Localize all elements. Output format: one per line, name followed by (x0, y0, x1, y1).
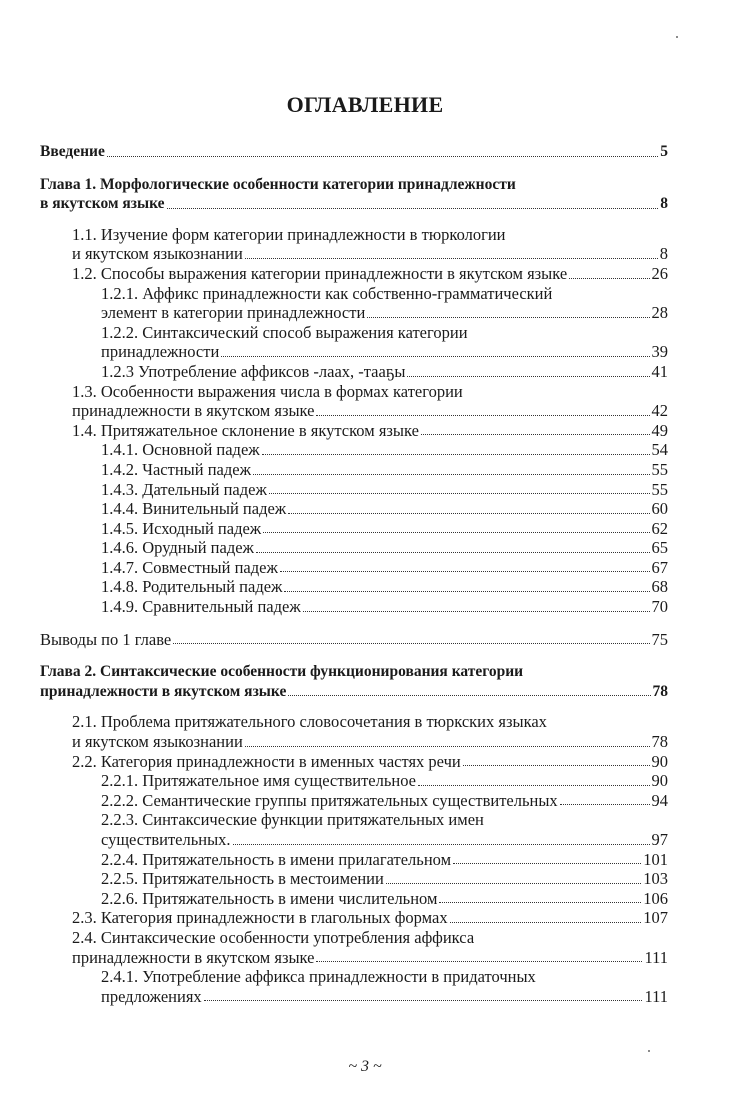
toc-entry-text: элемент в категории принадлежности (101, 303, 366, 323)
toc-page-number: 8 (660, 195, 668, 213)
toc-page-number: 106 (643, 888, 668, 908)
leader-dots (407, 376, 649, 377)
toc-entry-text: 2.2.1. Притяжательное имя существительное (101, 771, 416, 791)
toc-entry-text: 1.4.1. Основной падеж (101, 440, 260, 460)
toc-entry-text: 1.4.6. Орудный падеж (101, 538, 254, 558)
toc-entry-1-4-6[interactable] (40, 538, 668, 558)
toc-entry-2-3[interactable] (40, 908, 668, 928)
toc-entry-1-4-2[interactable] (40, 460, 668, 480)
leader-dots (262, 454, 650, 455)
toc-page-number: 94 (651, 790, 668, 810)
toc-entry-text: Выводы по 1 главе (40, 629, 172, 649)
toc-page-number: 55 (651, 459, 668, 479)
leader-dots (245, 258, 658, 259)
toc-entry-1-1[interactable] (40, 225, 668, 264)
toc-entry-text: 1.2. Способы выражения категории принадлежности в якутском языке (72, 263, 568, 283)
toc-entry-text: 1.4.7. Совместный падеж (101, 557, 278, 577)
toc-entry-text: принадлежности в якутском языке (40, 682, 287, 700)
table-of-contents (40, 142, 668, 1006)
toc-entry-1-4-4[interactable] (40, 499, 668, 519)
leader-dots (288, 695, 650, 696)
toc-entry-text: 1.2.3 Употребление аффиксов -лаах, -тааҕы (101, 361, 406, 381)
toc-entry-text: 1.4.9. Сравнительный падеж (101, 597, 301, 617)
toc-entry-text: и якутском языкознании (72, 244, 243, 264)
toc-entry-text: Глава 2. Синтаксические особенности функционирования категории (40, 663, 524, 681)
toc-entry-text: 2.4.1. Употребление аффикса принадлежности в придаточных (101, 967, 536, 987)
toc-page-number: 42 (651, 401, 668, 421)
page-title: ОГЛАВЛЕНИЕ (286, 92, 444, 117)
toc-entry-text: принадлежности в якутском языке (72, 947, 315, 967)
toc-entry-text: 2.2.6. Притяжательность в имени числительном (101, 888, 438, 908)
leader-dots (463, 765, 650, 766)
toc-entry-text: 1.4.2. Частный падеж (101, 459, 251, 479)
leader-dots (316, 961, 642, 962)
toc-entry-text: 1.3. Особенности выражения числа в формах категории (72, 381, 463, 401)
toc-page-number: 5 (660, 143, 668, 160)
leader-dots (204, 1000, 643, 1001)
toc-page-number: 111 (644, 947, 668, 967)
toc-entry-chapter-2[interactable] (40, 662, 668, 701)
leader-dots (233, 844, 650, 845)
scan-speck (648, 1050, 650, 1052)
toc-page-number: 39 (651, 342, 668, 362)
toc-page-number: 60 (651, 499, 668, 519)
toc-entry-chapter-1[interactable] (40, 175, 668, 214)
toc-entry-1-2-3[interactable] (40, 362, 668, 382)
toc-entry-text: 1.4.5. Исходный падеж (101, 518, 262, 538)
toc-entry-text: предложениях (101, 986, 202, 1006)
page-number: ~ 3 ~ (348, 1058, 382, 1075)
toc-entry-text: 2.2.3. Синтаксические функции притяжательных имен (101, 810, 484, 830)
leader-dots (269, 493, 650, 494)
toc-entry-text: принадлежности в якутском языке (72, 401, 315, 421)
toc-page-number: 54 (651, 440, 668, 460)
toc-entry-text: 2.2.2. Семантические группы притяжательных существительных (101, 790, 558, 810)
toc-page-number: 67 (651, 557, 668, 577)
toc-entry-1-3[interactable] (40, 382, 668, 421)
toc-entry-2-2-2[interactable] (40, 791, 668, 811)
toc-entry-text: 2.1. Проблема притяжательного словосочетания в тюркских языках (72, 712, 547, 732)
leader-dots (421, 434, 650, 435)
toc-entry-1-4-9[interactable] (40, 597, 668, 617)
toc-entry-2-2-3[interactable] (40, 810, 668, 849)
toc-entry-text: 2.2. Категория принадлежности в именных частях речи (72, 751, 461, 771)
toc-entry-text: 2.4. Синтаксические особенности употребления аффикса (72, 927, 475, 947)
toc-entry-text: 1.4.8. Родительный падеж (101, 577, 283, 597)
toc-page-number: 111 (644, 986, 668, 1006)
toc-page-number: 68 (651, 577, 668, 597)
toc-entry-conclusions-1[interactable] (40, 630, 668, 650)
leader-dots (284, 591, 649, 592)
toc-page-number: 41 (651, 361, 668, 381)
toc-page-number: 90 (651, 771, 668, 791)
toc-entry-text: и якутском языкознании (72, 732, 243, 752)
toc-page-number: 8 (659, 244, 668, 264)
toc-entry-text: Введение (40, 143, 105, 160)
leader-dots (280, 571, 650, 572)
leader-dots (167, 208, 659, 209)
toc-entry-text: 2.3. Категория принадлежности в глагольных формах (72, 908, 448, 928)
leader-dots (386, 883, 641, 884)
leader-dots (560, 804, 650, 805)
toc-entry-2-2-1[interactable] (40, 771, 668, 791)
toc-page-number: 28 (651, 303, 668, 323)
leader-dots (418, 785, 650, 786)
toc-entry-2-1[interactable] (40, 712, 668, 751)
leader-dots (253, 474, 650, 475)
leader-dots (303, 611, 650, 612)
toc-entry-1-4[interactable] (40, 421, 668, 441)
toc-page-number: 65 (651, 538, 668, 558)
toc-page-number: 55 (651, 479, 668, 499)
leader-dots (450, 922, 642, 923)
toc-entry-2-4-1[interactable] (40, 967, 668, 1006)
leader-dots (453, 863, 641, 864)
leader-dots (107, 156, 658, 157)
leader-dots (367, 317, 649, 318)
toc-entry-2-2-6[interactable] (40, 889, 668, 909)
toc-entry-text: принадлежности (101, 342, 220, 362)
leader-dots (439, 902, 641, 903)
toc-entry-text: 2.2.4. Притяжательность в имени прилагательном (101, 849, 452, 869)
toc-entry-introduction[interactable] (40, 142, 668, 162)
toc-entry-2-2-4[interactable] (40, 850, 668, 870)
scan-speck (676, 36, 678, 38)
toc-page-number: 26 (651, 263, 668, 283)
toc-page-number: 78 (651, 732, 668, 752)
leader-dots (288, 513, 649, 514)
toc-entry-text: 1.2.1. Аффикс принадлежности как собственно-грамматический (101, 283, 553, 303)
toc-entry-1-4-5[interactable] (40, 519, 668, 539)
toc-page-number: 62 (651, 518, 668, 538)
toc-page-number: 107 (643, 908, 668, 928)
leader-dots (256, 552, 650, 553)
toc-entry-1-2[interactable] (40, 264, 668, 284)
toc-entry-1-4-3[interactable] (40, 480, 668, 500)
leader-dots (316, 415, 649, 416)
toc-entry-text: существительных. (101, 830, 231, 849)
leader-dots (245, 746, 650, 747)
toc-entry-text: 1.2.2. Синтаксический способ выражения категории (101, 322, 468, 342)
toc-page-number: 75 (651, 629, 668, 649)
toc-entry-text: 1.4. Притяжательное склонение в якутском языке (72, 420, 419, 440)
leader-dots (263, 532, 649, 533)
toc-entry-2-2[interactable] (40, 752, 668, 772)
toc-entry-2-4[interactable] (40, 928, 668, 967)
toc-entry-2-2-5[interactable] (40, 869, 668, 889)
toc-entry-text: 1.1. Изучение форм категории принадлежности в тюркологии (72, 224, 506, 244)
toc-entry-text: 1.4.4. Винительный падеж (101, 499, 287, 519)
toc-entry-1-2-1[interactable] (40, 284, 668, 323)
toc-page-number: 49 (651, 420, 668, 440)
toc-page-number: 101 (643, 849, 668, 869)
toc-page-number: 97 (651, 830, 668, 849)
toc-entry-text: 1.4.3. Дательный падеж (101, 479, 267, 499)
toc-entry-text: 2.2.5. Притяжательность в местоимении (101, 869, 384, 889)
toc-entry-1-2-2[interactable] (40, 323, 668, 362)
toc-entry-1-4-1[interactable] (40, 440, 668, 460)
leader-dots (173, 643, 649, 644)
toc-page-number: 103 (643, 869, 668, 889)
toc-entry-1-4-7[interactable] (40, 558, 668, 578)
toc-page-number: 70 (651, 597, 668, 617)
toc-page-number: 90 (651, 751, 668, 771)
toc-page-number: 78 (652, 682, 668, 700)
leader-dots (221, 356, 649, 357)
toc-entry-text: Глава 1. Морфологические особенности категории принадлежности (40, 175, 516, 193)
leader-dots (569, 278, 649, 279)
toc-entry-1-4-8[interactable] (40, 577, 668, 597)
toc-entry-text: в якутском языке (40, 195, 165, 213)
